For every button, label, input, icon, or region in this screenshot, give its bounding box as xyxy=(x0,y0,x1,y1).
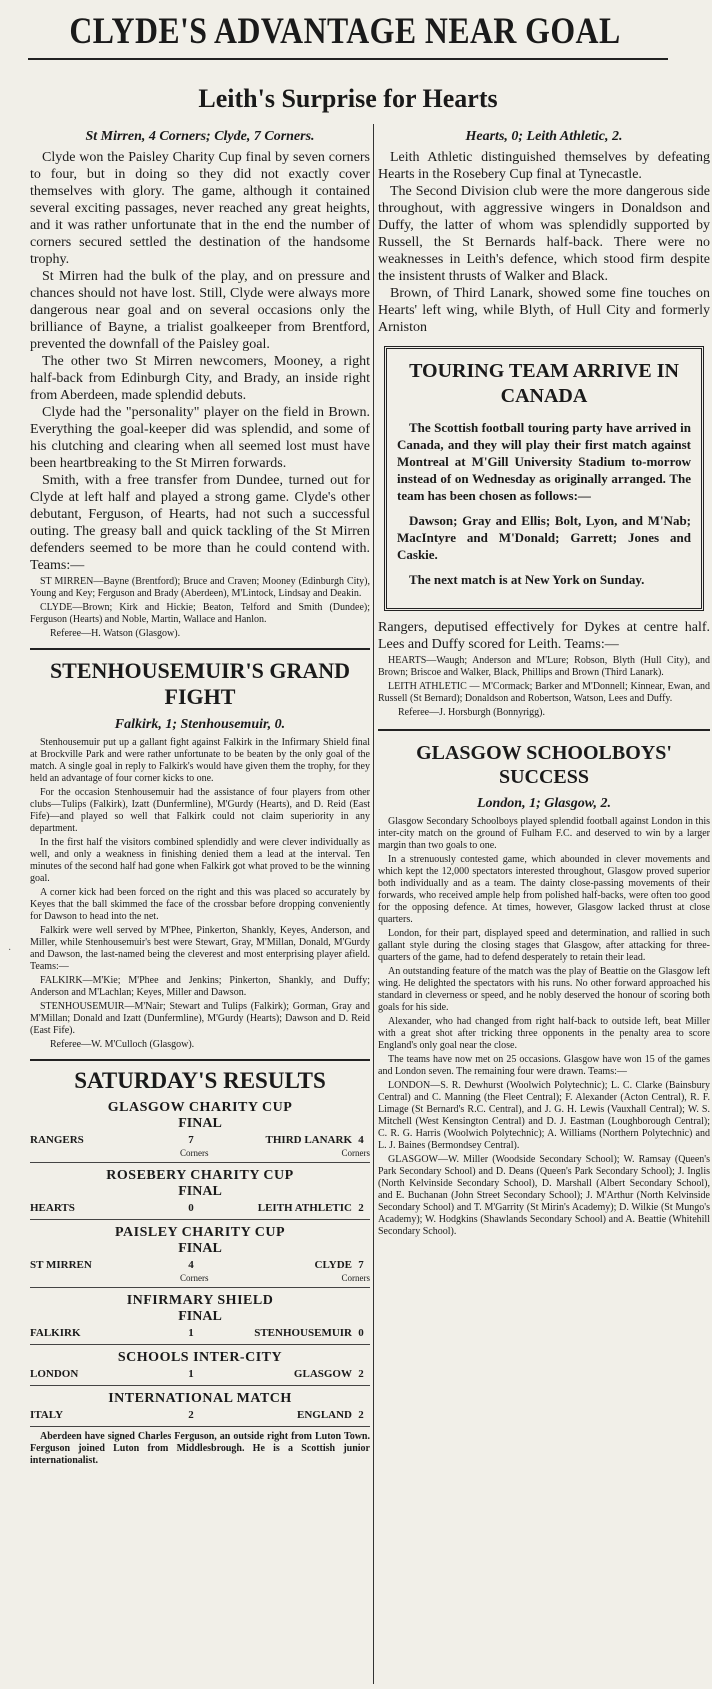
paisley-team: CLYDE—Brown; Kirk and Hickie; Beaton, Telford and Smith (Dundee); Ferguson (Hearts) and Noble, Martin, Wallace and Hanlon. xyxy=(30,602,370,625)
result-title: SCHOOLS INTER-CITY xyxy=(117,1350,283,1365)
margin-mark: · xyxy=(8,945,12,956)
results-heading: SATURDAY'S RESULTS xyxy=(30,1059,370,1095)
results-divider xyxy=(30,1287,370,1288)
corners-label: Corners xyxy=(341,1148,370,1158)
results-divider xyxy=(30,1426,370,1427)
result-title: INFIRMARY SHIELD xyxy=(126,1293,274,1308)
stenhousemuir-paragraph: Falkirk were well served by M'Phee, Pinkerton, Shankly, Keyes, Anderson, and Miller, while Stenhousemuir's best were Stewart, Gray, M'Millan, Donald, M'Gurdy and Dawson, the last-named being the cleverest and most enterprising player afield. Teams:— xyxy=(30,925,370,972)
home-team: FALKIRK xyxy=(30,1327,81,1339)
touring-box xyxy=(384,346,704,611)
touring-paragraph: The next match is at New York on Sunday. xyxy=(409,572,645,587)
paisley-paragraph: Clyde won the Paisley Charity Cup final by seven corners to four, but in doing so they did not exactly cover themselves with glory. The game, although it contained several exciting passages, never reached any great heights, and it was rather unfortunate that in the end the number of corners secured settled the destination of the handsome trophy. xyxy=(30,150,370,267)
result-section xyxy=(30,1099,370,1163)
corners-label: Corners xyxy=(341,1273,370,1283)
column-divider xyxy=(373,124,374,1684)
away-score: 4 xyxy=(358,1134,364,1146)
stenhousemuir-referee: Referee—W. M'Culloch (Glasgow). xyxy=(50,1039,195,1050)
away-team: ENGLAND xyxy=(296,1409,352,1421)
paisley-paragraph: Clyde had the "personality" player on the field in Brown. Everything the goal-keeper did was splendid, and some of his clutching and clearing when all seemed lost must have been heartbreaking to the St Mirren forwards. xyxy=(30,405,370,471)
result-row xyxy=(30,1201,370,1215)
results-divider xyxy=(30,1385,370,1386)
rosebery-continuation xyxy=(378,619,710,719)
away-team: GLASGOW xyxy=(293,1368,352,1380)
result-subtitle: FINAL xyxy=(178,1309,222,1324)
stenhousemuir-paragraph: A corner kick had been forced on the right and this was placed so accurately by Keyes that the ball skimmed the face of the crossbar before dropping conveniently for Dawson to head into the net. xyxy=(30,887,370,922)
rosebery-team: HEARTS—Waugh; Anderson and M'Lure; Robson, Blyth (Hull City), and Brown; Briscoe and Walker, Black, Phillips and Brown (Third Lanark). xyxy=(378,655,710,678)
rosebery-team: LEITH ATHLETIC — M'Cormack; Barker and M'Donnell; Kinnear, Ewan, and Russell (St Bernard); Donaldson and Robertson, Watson, Lees and Duffy. xyxy=(378,681,710,704)
away-team: STENHOUSEMUIR xyxy=(254,1327,352,1339)
result-section xyxy=(30,1390,370,1427)
result-subtitle: FINAL xyxy=(178,1184,222,1199)
rosebery-referee: Referee—J. Horsburgh (Bonnyrigg). xyxy=(398,707,546,718)
home-score: 0 xyxy=(188,1202,194,1214)
away-score: 2 xyxy=(358,1409,364,1421)
touring-title: TOURING TEAM ARRIVE IN CANADA xyxy=(409,360,679,407)
home-score: 7 xyxy=(188,1134,194,1146)
away-score: 0 xyxy=(358,1327,364,1339)
results-panel xyxy=(30,1059,370,1467)
stenhousemuir-dek: Falkirk, 1; Stenhousemuir, 0. xyxy=(114,717,286,732)
left-column xyxy=(30,126,370,1676)
home-score: 4 xyxy=(188,1259,194,1271)
subheadline: Leith's Surprise for Hearts xyxy=(198,84,498,113)
away-score: 7 xyxy=(358,1259,364,1271)
results-footnote: Aberdeen have signed Charles Ferguson, an outside right from Luton Town. Ferguson joined Luton from Middlesbrough. He is a Scottish junior internationalist. xyxy=(30,1431,370,1466)
schoolboys-paragraph: The teams have now met on 25 occasions. Glasgow have won 15 of the games and London seven. The remaining four were drawn. Teams:— xyxy=(378,1054,710,1077)
stenhousemuir-paragraph: For the occasion Stenhousemuir had the assistance of four players from other clubs—Tulips (Falkirk), Izatt (Dunfermline), M'Gurdy (Hearts), and D. Reid (East Fife)—and played so well that Falkirk could not claim superiority in any department. xyxy=(30,787,370,834)
paisley-paragraph: Smith, with a free transfer from Dundee, turned out for Clyde at left half and played a strong game. Clyde's other debutant, Ferguson, of Hearts, had not such a successful outing. The greasy ball and quick tackling of the St Mirren defenders seemed to be more than he could contend with. Teams:— xyxy=(30,473,370,573)
home-team: RANGERS xyxy=(30,1134,84,1146)
result-section xyxy=(30,1349,370,1386)
away-score: 2 xyxy=(358,1202,364,1214)
away-team: LEITH ATHLETIC xyxy=(257,1202,352,1214)
result-section xyxy=(30,1167,370,1220)
corners-row xyxy=(30,1273,370,1283)
result-title: INTERNATIONAL MATCH xyxy=(108,1391,292,1406)
stenhousemuir-article xyxy=(30,648,370,1051)
stenhousemuir-team: STENHOUSEMUIR—M'Nair; Stewart and Tulips (Falkirk); Gorman, Gray and M'Millan; Donald and Izatt (Dunfermline), M'Gurdy (Hearts); Dawson and D. Reid (East Fife). xyxy=(30,1001,370,1036)
result-row xyxy=(30,1133,370,1147)
results-divider xyxy=(30,1162,370,1163)
stenhousemuir-paragraph: In the first half the visitors combined splendidly and were clever individually as well, and only a weakness in finishing denied them a lead at the interval. Ten minutes of the second half had gone when Falkirk got what proved to be the winning goal. xyxy=(30,837,370,884)
home-team: ITALY xyxy=(30,1409,64,1421)
home-team: LONDON xyxy=(30,1368,79,1380)
corners-label: Corners xyxy=(180,1148,209,1158)
schoolboys-paragraph: In a strenuously contested game, which abounded in clever movements and which kept the 12,000 spectators interested throughout, Glasgow proved superior both individually and as a team. The dainty close-passing movements of their forwards, who received ample help from polished half-backs, were often too good for the opposing defence. At times, however, Glasgow lacked thrust at close quarters. xyxy=(378,854,710,925)
headline-rule xyxy=(28,58,668,60)
touring-team: Dawson; Gray and Ellis; Bolt, Lyon, and M'Nab; MacIntyre and M'Donald; Garrett; Jones and Caskie. xyxy=(397,513,691,562)
away-score: 2 xyxy=(358,1368,364,1380)
result-row xyxy=(30,1258,370,1272)
schoolboys-heading: GLASGOW SCHOOLBOYS' SUCCESS xyxy=(378,729,710,789)
stenhousemuir-team: FALKIRK—M'Kie; M'Phee and Jenkins; Pinkerton, Shankly, and Duffy; Anderson and M'Lachlan; Keyes, Miller and Dawson. xyxy=(30,975,370,998)
rosebery-paragraph: The Second Division club were the more dangerous side throughout, with aggressive wingers in Donaldson and Duffy, the latter of whom was splendidly supported by Russell, the St Bernards half-back. There were no weaknesses in Leith's defence, which stood firm despite the insistent thrusts of Walker and Black. xyxy=(378,184,710,284)
paisley-paragraph: St Mirren had the bulk of the play, and on pressure and chances should not have lost. Still, Clyde were always more dangerous near goal and on several occasions only the brilliance of Bayne, a trialist goalkeeper from Brentford, prevented the downfall of the Paisley goal. xyxy=(30,269,370,352)
touring-paragraph: The Scottish football touring party have arrived in Canada, and they will play their first match against Montreal at M'Gill University Stadium to-morrow instead of on Wednesday as originally arranged. The team has been chosen as follows:— xyxy=(397,420,691,503)
home-score: 1 xyxy=(188,1368,194,1380)
result-title: ROSEBERY CHARITY CUP xyxy=(106,1168,294,1183)
result-title: PAISLEY CHARITY CUP xyxy=(115,1225,285,1240)
rosebery-paragraph: Rangers, deputised effectively for Dykes at centre half. Lees and Duffy scored for Leith. Teams:— xyxy=(378,620,710,652)
away-team: CLYDE xyxy=(314,1259,352,1271)
result-row xyxy=(30,1367,370,1381)
home-team: ST MIRREN xyxy=(30,1259,92,1271)
schoolboys-team: LONDON—S. R. Dewhurst (Woolwich Polytechnic); L. C. Clarke (Bainsbury Central) and C. Manning (the Fleet Central); F. Alexander (Acton Central), R. F. Limage (St Bernard's R.C. Central), and J. G. H. Lewis (Vauxhall Central); W. S. Mitchell (West Kensington Central) and D. J. Eastman (Loughborough Central); C. R. G. Harris (Woolwich Polytechnic); A. Williams (Northern Polytechnic) and L. J. Baines (Bermondsey Central). xyxy=(378,1080,710,1151)
schoolboys-paragraph: London, for their part, displayed speed and determination, and rallied in such gallant style during the closing stages that Glasgow, after attacking for three-quarters of the game, had to defend desperately to retain their lead. xyxy=(378,928,710,963)
rosebery-paragraph: Brown, of Third Lanark, showed some fine touches on Hearts' left wing, while Blyth, of Hull City and formerly Arniston xyxy=(378,286,710,335)
schoolboys-team: GLASGOW—W. Miller (Woodside Secondary School); W. Ramsay (Queen's Park Secondary School) and D. Deans (Queen's Park Secondary School); J. Inglis (North Kelvinside Secondary School), D. Marshall (Albert Secondary School), and E. Buchanan (John Street Secondary School); J. M'Arthur (North Kelvinside Secondary School) and T. M'Garrity (St Mirin's Academy); D. Wilkie (St Mungo's Academy); W. Hodgkins (Shawlands Secondary School) and A. Beattie (Whitehill Secondary School). xyxy=(378,1154,710,1237)
rosebery-article xyxy=(378,128,710,336)
right-column xyxy=(378,126,710,1676)
schoolboys-paragraph: Alexander, who had changed from right half-back to outside left, beat Miller with a great shot after tricking three opponents in the penalty area to score England's only goal near the close. xyxy=(378,1016,710,1051)
results-divider xyxy=(30,1219,370,1220)
corners-row xyxy=(30,1148,370,1158)
paisley-referee: Referee—H. Watson (Glasgow). xyxy=(50,628,181,639)
corners-label: Corners xyxy=(180,1273,209,1283)
result-subtitle: FINAL xyxy=(178,1241,222,1256)
paisley-team: ST MIRREN—Bayne (Brentford); Bruce and Craven; Mooney (Edinburgh City), Young and Key; Ferguson and Brady (Aberdeen), M'Lintock, Lindsay and Deakin. xyxy=(30,576,370,599)
schoolboys-paragraph: Glasgow Secondary Schoolboys played splendid football against London in this inter-city match on the ground of Fulham F.C. and deserved to win by a larger margin than two goals to one. xyxy=(378,816,710,851)
schoolboys-dek: London, 1; Glasgow, 2. xyxy=(476,796,612,811)
result-row xyxy=(30,1408,370,1422)
paisley-article xyxy=(30,128,370,640)
paisley-paragraph: The other two St Mirren newcomers, Mooney, a right half-back from Edinburgh City, and Brady, an inside right from Aberdeen, made splendid debuts. xyxy=(30,354,370,403)
home-score: 2 xyxy=(188,1409,194,1421)
result-row xyxy=(30,1326,370,1340)
rosebery-dek: Hearts, 0; Leith Athletic, 2. xyxy=(465,129,623,144)
result-section xyxy=(30,1292,370,1345)
paisley-dek: St Mirren, 4 Corners; Clyde, 7 Corners. xyxy=(85,129,315,144)
page-headline: CLYDE'S ADVANTAGE NEAR GOAL xyxy=(69,11,621,52)
result-subtitle: FINAL xyxy=(178,1116,222,1131)
result-section xyxy=(30,1224,370,1288)
rosebery-paragraph: Leith Athletic distinguished themselves by defeating Hearts in the Rosebery Cup final at Tynecastle. xyxy=(378,150,710,182)
away-team: THIRD LANARK xyxy=(265,1134,352,1146)
schoolboys-article xyxy=(378,729,710,1238)
stenhousemuir-paragraph: Stenhousemuir put up a gallant fight against Falkirk in the Infirmary Shield final at Brockville Park and were rather unfortunate to be beaten by the only goal of the match. A single goal in reply to Falkirk's would have given them the trophy, for they held an advantage of four corner kicks to one. xyxy=(30,737,370,784)
home-team: HEARTS xyxy=(30,1202,75,1214)
results-divider xyxy=(30,1344,370,1345)
result-title: GLASGOW CHARITY CUP xyxy=(107,1100,293,1115)
schoolboys-paragraph: An outstanding feature of the match was the play of Beattie on the Glasgow left wing. He delighted the spectators with his runs. No other forward approached his standard in cleverness or speed, and he nobly deserved the honour of scoring both goals for his side. xyxy=(378,966,710,1013)
stenhousemuir-heading: STENHOUSEMUIR'S GRAND FIGHT xyxy=(30,648,370,710)
home-score: 1 xyxy=(188,1327,194,1339)
